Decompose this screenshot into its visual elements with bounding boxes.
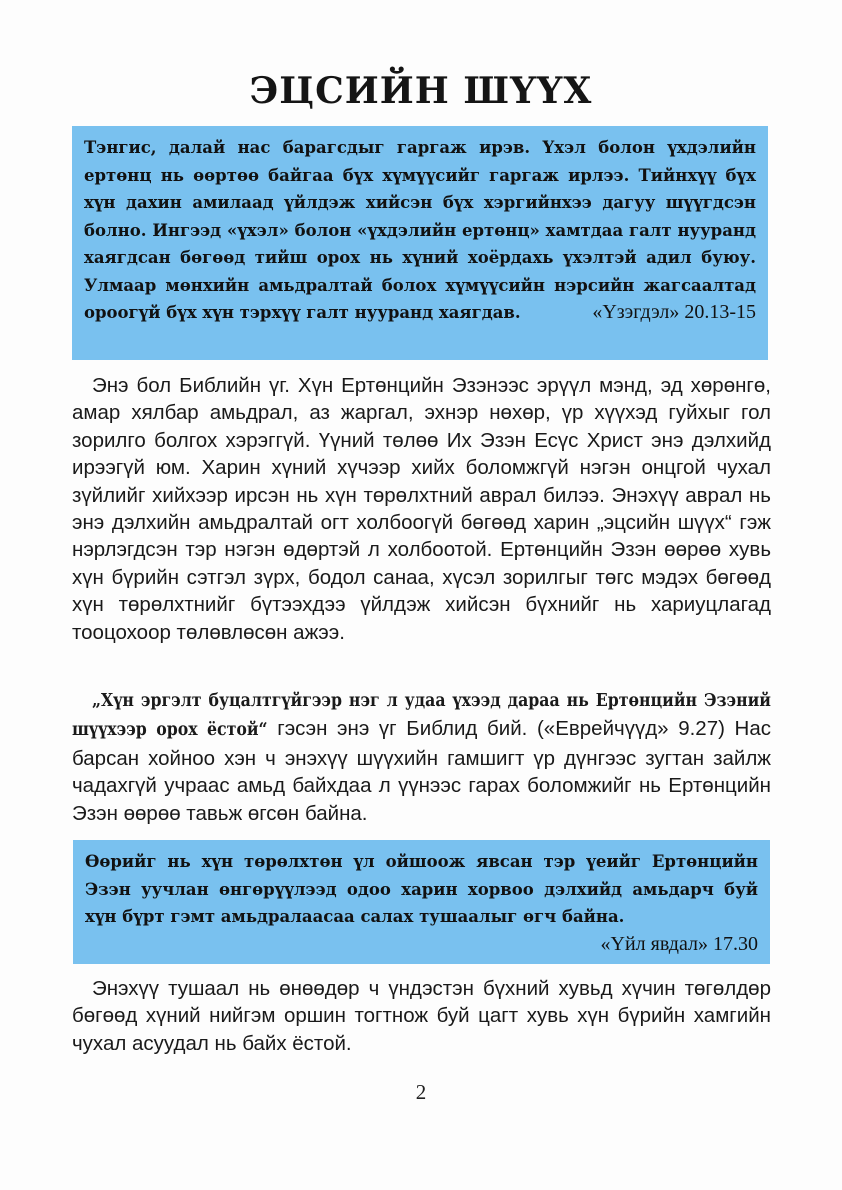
scripture-quote-2-text: Өөрийг нь хүн төрөлхтөн үл ойшоож явсан тэр үеийг Ертөнцийн Эзэн уучлан өнгөрүүлээд одоо харин хорвоо дэлхийд амьдарч буй хүн бүрт гэмт амьдралаасаа салах тушаалыг өгч байна. [85,852,758,926]
page-title: ЭЦСИЙН ШҮҮХ [249,70,593,112]
emphasized-quote: „Хүн эргэлт буцалтгүйгээр нэг л удаа үхээд дараа нь Ертөнцийн Эзэний шүүхээр орох ёстой“ [72,691,771,741]
scripture-reference-1: «Үзэгдэл» 20.13-15 [592,301,756,323]
scripture-quote-box-1 [72,126,768,360]
scripture-quote-1-text: Тэнгис, далай нас барагсдыг гаргаж ирэв. Үхэл болон үхдэлийн ертөнц нь өөртөө байгаа бүх хүмүүсийг гаргаж ирлээ. Тийнхүү бүх хүн дахин амилаад үйлдэж хийсэн бүх хэргийнхээ дагуу шүүгдсэн болно. Ингээд «үхэл» болон «үхдэлийн ертөнц» хамтдаа галт нууранд хаягдсан бөгөөд тийш орох нь хүний хоёрдахь үхэлтэй адил буюу. Улмаар мөнхийн амьдралтай болох хүмүүсийн нэрсийн жагсаалтад ороогүй бүх хүн тэрхүү галт нууранд хаягдав. [84,138,756,322]
scripture-reference-2: «Үйл явдал» 17.30 [600,932,758,955]
body-paragraph-2-rest: гэсэн энэ үг Библид бий. («Еврейчүүд» 9.27) Нас барсан хойноо хэн ч энэхүү шүүхийн гамшигт үр дүнгээс зугтан зайлж чадахгүй учраас амьд байхдаа л үүнээс гарах боломжийг нь Ертөнцийн Эзэн өөрөө тавьж өгсөн байна. [72,717,771,825]
body-paragraph-3: Энэхүү тушаал нь өнөөдөр ч үндэстэн бүхний хувьд хүчин төгөлдөр бөгөөд хүний нийгэм оршин тогтнож буй цагт хувь хүн бүрийн хамгийн чухал асуудал нь байх ёстой. [72,977,771,1055]
scripture-quote-1 [84,134,756,327]
body-paragraph-2 [72,686,771,827]
page-number: 2 [415,1080,427,1104]
scripture-quote-2 [85,848,758,955]
body-paragraph-1: Энэ бол Библийн үг. Хүн Ертөнцийн Эзэнээс эрүүл мэнд, эд хөрөнгө, амар хялбар амьдрал, аз жаргал, эхнэр нөхөр, үр хүүхэд гуйхыг гол зорилго болгох хэрэггүй. Үүний төлөө Их Эзэн Есүс Христ энэ дэлхийд ирээгүй юм. Харин хүний хүчээр хийх боломжгүй нэгэн онцгой чухал зүйлийг хийхээр ирсэн нь хүн төрөлхтний аврал билээ. Энэхүү аврал нь энэ дэлхийн амьдралтай огт холбоогүй бөгөөд харин „эцсийн шүүх“ гэж нэрлэгдсэн тэр нэгэн өдөртэй л холбоотой. Ертөнцийн Эзэн өөрөө хувь хүн бүрийн сэтгэл зүрх, бодол санаа, хүсэл зорилгыг төгс мэдэх бөгөөд хүн төрөлхтнийг бүтээхдээ үйлдэж хийсэн бүхнийг нь хариуцлагад тооцохоор төлөвлөсөн ажээ. [72,374,771,644]
scripture-quote-box-2 [73,840,770,964]
